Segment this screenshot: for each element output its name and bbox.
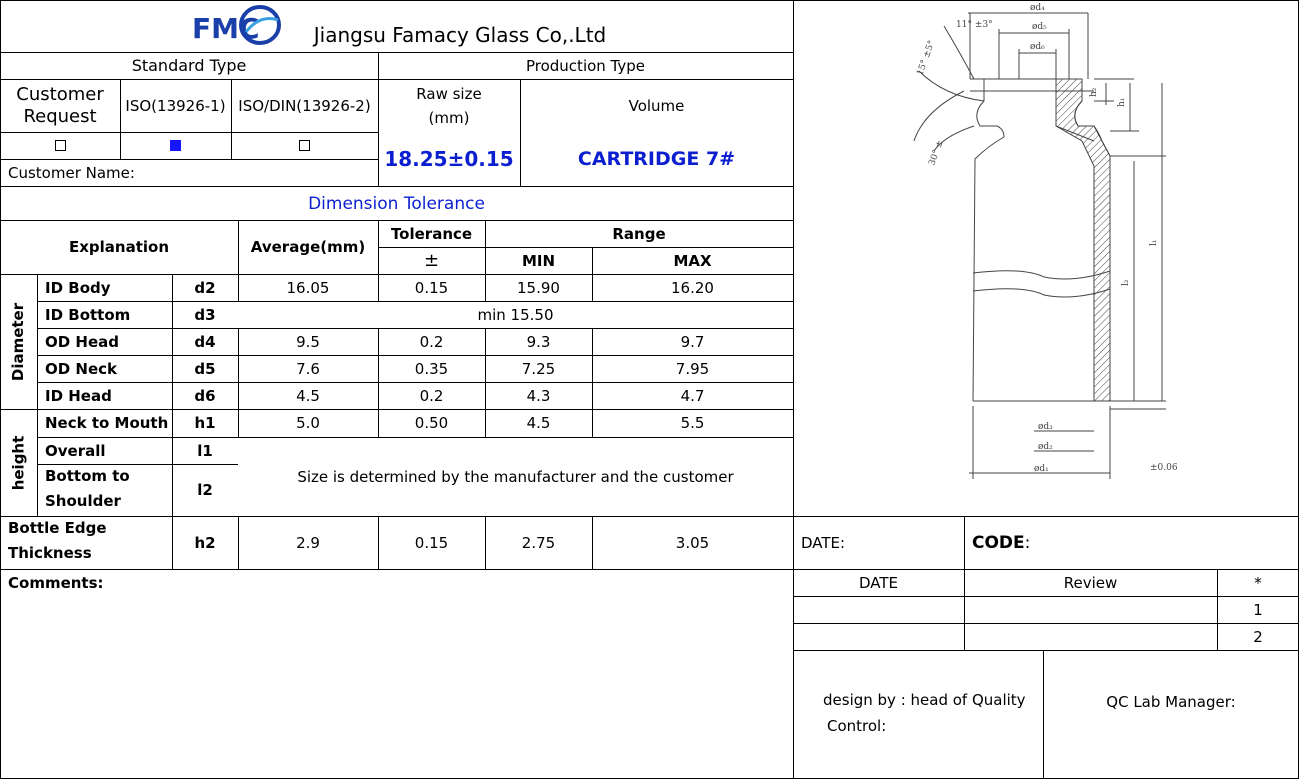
- row-name-bottle-edge-thickness: [0, 516, 172, 569]
- customer-request-line1: Customer: [16, 83, 104, 105]
- header-plus-minus: ±: [423, 249, 440, 271]
- review-header-star: *: [1254, 573, 1262, 592]
- row-name-id-bottom: ID Bottom: [45, 305, 131, 324]
- customer-request-line2: Request: [23, 105, 97, 127]
- row-max-h2: 3.05: [675, 533, 710, 552]
- row-max-d6: 4.7: [680, 386, 705, 405]
- row-avg-d4: 9.5: [296, 332, 320, 351]
- row-code-d5: d5: [194, 359, 216, 378]
- label-tol: ±0.06: [1150, 463, 1178, 473]
- label-d6: ød₆: [1030, 42, 1045, 52]
- row-min-d5: 7.25: [521, 359, 556, 378]
- label-d3: ød₃: [1038, 422, 1053, 432]
- label-d5: ød₅: [1032, 22, 1047, 32]
- row-min-h1: 4.5: [526, 414, 551, 432]
- row-avg-d6: 4.5: [296, 386, 320, 405]
- row-code-h2: h2: [194, 533, 216, 552]
- label-d2: ød₂: [1038, 442, 1053, 452]
- row-name-bottom-to-shoulder: [37, 464, 172, 516]
- raw-size-line2: (mm): [428, 108, 470, 127]
- row-span-d3: min 15.50: [477, 305, 554, 324]
- group-height-label: [0, 409, 37, 516]
- row-max-h1: 5.5: [680, 414, 705, 432]
- group-diameter-label: [0, 274, 37, 409]
- review-row-1: 1: [1253, 600, 1263, 619]
- row-max-d2: 16.20: [671, 278, 714, 297]
- row-tol-d4: 0.2: [419, 332, 444, 351]
- dimension-tolerance-title: Dimension Tolerance: [308, 194, 485, 214]
- row-name-od-head: OD Head: [45, 332, 120, 351]
- company-name: Jiangsu Famacy Glass Co,.Ltd: [313, 23, 607, 47]
- row-avg-d5: 7.6: [296, 359, 320, 378]
- row-code-h1: h1: [194, 414, 216, 432]
- label-d4: ød₄: [1030, 3, 1045, 13]
- label-angle-11: 11° ±3°: [956, 20, 993, 30]
- logo-text: FMC: [192, 12, 260, 45]
- bottle-edge-line2: Thickness: [8, 544, 92, 562]
- row-min-d4: 9.3: [526, 332, 551, 351]
- code-text: CODE: [972, 532, 1025, 553]
- row-name-id-head: ID Head: [45, 386, 112, 405]
- bottle-edge-line1: Bottle Edge: [8, 519, 107, 537]
- header-range: Range: [612, 224, 666, 243]
- label-angle-15: 15° ±5°: [915, 39, 938, 78]
- label-l2: l₂: [1121, 279, 1131, 286]
- row-name-overall: Overall: [45, 441, 106, 460]
- checkbox-box-customer[interactable]: [55, 140, 66, 151]
- review-row-2: 2: [1253, 627, 1263, 646]
- design-by-line1: design by : head of Quality: [823, 691, 1026, 709]
- row-tol-d6: 0.2: [419, 386, 444, 405]
- checkbox-iso-din-13926-2[interactable]: [231, 132, 378, 159]
- size-note: Size is determined by the manufacturer and the customer: [297, 467, 734, 486]
- production-type-header: Production Type: [525, 56, 646, 75]
- row-max-d5: 7.95: [675, 359, 710, 378]
- label-l1: l₁: [1149, 239, 1159, 246]
- row-code-d2: d2: [194, 278, 216, 297]
- row-code-d3: d3: [194, 305, 216, 324]
- company-logo: [190, 2, 285, 48]
- row-tol-d5: 0.35: [414, 359, 449, 378]
- row-name-neck-to-mouth: Neck to Mouth: [45, 414, 169, 432]
- bottom-to-shoulder-line1: Bottom to: [45, 467, 130, 485]
- checkbox-customer-request[interactable]: [0, 132, 120, 159]
- checkbox-box-iso2[interactable]: [299, 140, 310, 151]
- label-h2: h₂: [1089, 87, 1099, 97]
- volume-value: CARTRIDGE 7#: [577, 148, 736, 170]
- volume-label: Volume: [628, 96, 685, 115]
- iso-din-13926-2-label: ISO/DIN(13926-2): [238, 96, 371, 115]
- comments-label: Comments:: [8, 574, 104, 592]
- standard-type-header: Standard Type: [131, 55, 247, 75]
- header-average: Average(mm): [250, 238, 366, 256]
- label-d1: ød₁: [1034, 464, 1049, 474]
- row-tol-h2: 0.15: [414, 533, 449, 552]
- design-by-line2: Control:: [827, 717, 887, 735]
- checkbox-iso-13926-1[interactable]: [120, 132, 231, 159]
- header-max: MAX: [673, 251, 712, 270]
- row-tol-d2: 0.15: [414, 278, 449, 297]
- header-explanation: Explanation: [68, 238, 170, 256]
- row-code-d6: d6: [194, 386, 216, 405]
- row-name-od-neck: OD Neck: [45, 359, 118, 378]
- label-h1: h₁: [1117, 97, 1127, 107]
- review-header-review: Review: [1063, 573, 1118, 592]
- row-min-d2: 15.90: [517, 278, 560, 297]
- header-min: MIN: [521, 251, 556, 270]
- cartridge-technical-drawing: [794, 1, 1298, 515]
- row-code-d4: d4: [194, 332, 216, 351]
- raw-size-value: 18.25±0.15: [384, 147, 514, 171]
- row-tol-h1: 0.50: [414, 414, 449, 432]
- design-by-label: [793, 685, 1043, 741]
- row-name-id-body: ID Body: [45, 278, 111, 297]
- iso-13926-1-label: ISO(13926-1): [125, 96, 226, 115]
- row-avg-h2: 2.9: [296, 533, 320, 552]
- review-header-date: DATE: [858, 573, 899, 592]
- row-min-h2: 2.75: [521, 533, 556, 552]
- diameter-text: Diameter: [9, 302, 28, 381]
- raw-size-line1: Raw size: [416, 84, 482, 103]
- row-avg-h1: 5.0: [296, 414, 320, 432]
- date-label: DATE:: [801, 533, 846, 552]
- raw-size-label: [378, 79, 520, 132]
- qc-lab-manager-label: QC Lab Manager:: [1106, 692, 1236, 711]
- customer-name-label: Customer Name:: [8, 163, 135, 182]
- row-min-d6: 4.3: [526, 386, 551, 405]
- row-avg-d2: 16.05: [286, 278, 330, 297]
- header-tolerance: Tolerance: [390, 224, 473, 243]
- bottom-to-shoulder-line2: Shoulder: [45, 492, 121, 510]
- customer-request-label: [0, 79, 120, 132]
- label-angle-30: 30° ±: [927, 138, 946, 168]
- checkbox-box-iso1[interactable]: [170, 140, 181, 151]
- row-code-l2: l2: [197, 481, 213, 499]
- row-code-l1: l1: [197, 441, 213, 460]
- height-text: height: [9, 435, 28, 490]
- row-max-d4: 9.7: [680, 332, 705, 351]
- code-label: [964, 516, 1299, 569]
- code-colon: :: [1024, 532, 1031, 553]
